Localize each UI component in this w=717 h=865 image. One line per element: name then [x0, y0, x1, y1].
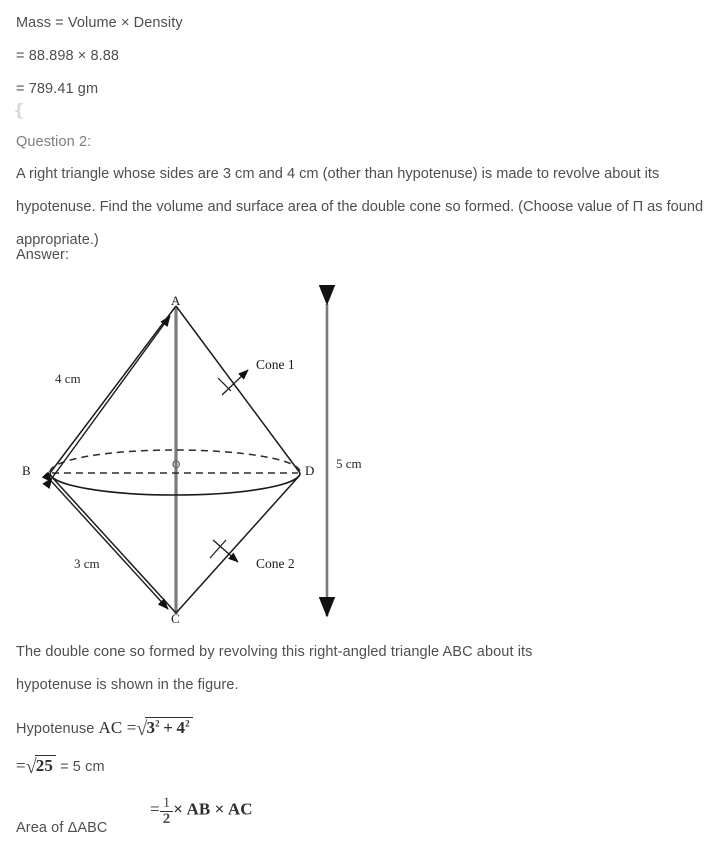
- point-label-C: C: [171, 611, 180, 626]
- hypotenuse-label: Hypotenuse: [16, 721, 95, 737]
- root25-row: [16, 755, 105, 779]
- double-cone-figure: [0, 282, 420, 632]
- cone-slant-CD: [176, 475, 300, 613]
- hypotenuse-radical: [136, 717, 192, 741]
- label-side-4cm: 4 cm: [55, 371, 81, 386]
- cone-slant-AD: [176, 306, 300, 473]
- measure-arrow-3cm: [52, 482, 168, 609]
- mass-substitution-line: = 88.898 × 8.88: [16, 48, 120, 64]
- hypotenuse-lhs: AC =: [98, 718, 137, 737]
- radicand-term-b: 4: [176, 718, 186, 737]
- question-text: A right triangle whose sides are 3 cm and 4 cm (other than hypotenuse) is made to revolve about its hypotenuse. Find the volume and surface area of the double cone so formed. (Choose value of Π as found appropriate.): [16, 166, 704, 248]
- label-height-5cm: 5 cm: [336, 456, 362, 471]
- radicand-plus: +: [163, 718, 173, 737]
- explanation-line-1: The double cone so formed by revolving this right-angled triangle ABC about its: [16, 644, 533, 660]
- area-expression-row: [150, 795, 253, 826]
- radicand-exp-b: 2: [185, 718, 190, 729]
- question-heading: Question 2:: [16, 134, 92, 150]
- mass-formula-line: Mass = Volume × Density: [16, 15, 183, 31]
- radical-glyph: √: [136, 718, 148, 740]
- fraction-numerator: 1: [162, 795, 171, 811]
- point-label-D: D: [305, 463, 315, 478]
- scan-artifact-mark: ❴: [12, 101, 27, 120]
- point-label-A: A: [171, 293, 181, 308]
- area-label-row: Area of ΔABC: [16, 820, 108, 836]
- label-side-3cm: 3 cm: [74, 556, 100, 571]
- label-cone-1: Cone 1: [256, 357, 295, 372]
- fraction-one-half: [160, 796, 174, 827]
- radicand-term-a: 3: [146, 718, 156, 737]
- hypotenuse-row: [16, 717, 193, 741]
- label-cone-2: Cone 2: [256, 556, 295, 571]
- mass-result-line: = 789.41 gm: [16, 81, 99, 97]
- area-eq-sign: =: [150, 799, 160, 819]
- point-label-B: B: [22, 463, 31, 478]
- cone1-tick-mark: [218, 378, 231, 391]
- root25-eq-sign: =: [16, 756, 26, 775]
- radicand-exp-a: 2: [155, 718, 160, 729]
- cone-slant-BA: [50, 306, 176, 473]
- root25-radicand: 25: [35, 755, 56, 776]
- fraction-denominator: 2: [162, 811, 171, 827]
- cone-slant-BC: [50, 475, 176, 613]
- root25-radical: [26, 755, 56, 779]
- point-label-O: O: [172, 459, 181, 471]
- area-expression-tail: × AB × AC: [173, 799, 253, 819]
- hypotenuse-radicand: [145, 717, 192, 738]
- root25-result: = 5 cm: [60, 759, 105, 775]
- radical-glyph: √: [25, 756, 37, 778]
- answer-label: Answer:: [16, 247, 70, 263]
- explanation-line-2: hypotenuse is shown in the figure.: [16, 677, 239, 693]
